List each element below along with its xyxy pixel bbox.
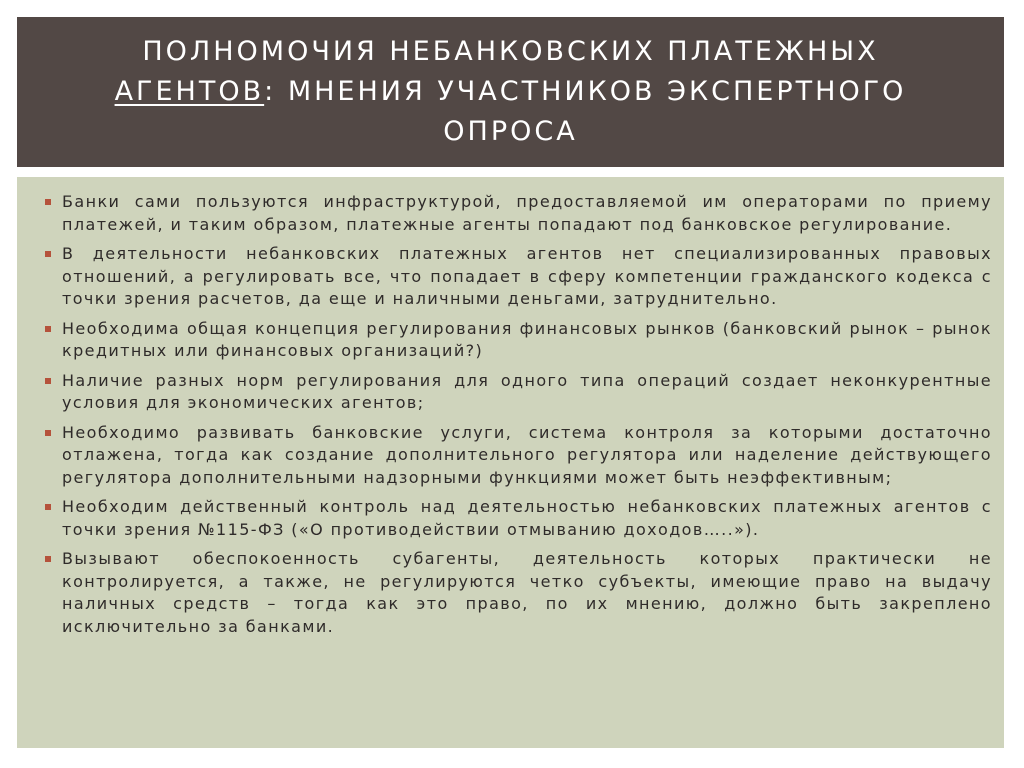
bullet-square-icon xyxy=(45,556,51,562)
bullet-square-icon xyxy=(45,199,51,205)
bullet-item xyxy=(45,243,992,311)
bullet-text: Банки сами пользуются инфраструктурой, предоставляемой им операторами по приему платежей, и таким образом, платежные агенты попадают под банковское регулирование. xyxy=(62,192,992,234)
bullet-square-icon xyxy=(45,251,51,257)
bullet-square-icon xyxy=(45,378,51,384)
bullet-list xyxy=(45,191,992,638)
bullet-item xyxy=(45,370,992,415)
bullet-item xyxy=(45,422,992,490)
bullet-item xyxy=(45,548,992,638)
bullet-text: В деятельности небанковских платежных агентов нет специализированных правовых отношений, а регулировать все, что попадает в сферу компетенции гражданского кодекса с точки зрения расчетов, да еще и наличными деньгами, затруднительно. xyxy=(62,244,992,308)
bullet-text: Вызывают обеспокоенность субагенты, деятельность которых практически не контролируется, а также, не регулируются четко субъекты, имеющие право на выдачу наличных средств – тогда как это право, по их мнению, должно быть закреплено исключительно за банками. xyxy=(62,549,992,636)
bullet-square-icon xyxy=(45,504,51,510)
bullet-item xyxy=(45,191,992,236)
bullet-item xyxy=(45,496,992,541)
bullet-text: Необходимо развивать банковские услуги, система контроля за которыми достаточно отлажена, тогда как создание дополнительного регулятора или наделение действующего регулятора дополнительными надзорными функциями может быть неэффективным; xyxy=(62,422,992,487)
bullet-text: Необходим действенный контроль над деятельностью небанковских платежных агентов с точки зрения №115-ФЗ («О противодействии отмыванию доходов…..»). xyxy=(62,497,992,539)
bullet-text: Наличие разных норм регулирования для одного типа операций создает неконкурентные условия для экономических агентов; xyxy=(62,370,992,412)
slide-title-bar xyxy=(17,17,1004,167)
bullet-square-icon xyxy=(45,430,51,436)
bullet-square-icon xyxy=(45,326,51,332)
slide-title-part1: ПОЛНОМОЧИЯ НЕБАНКОВСКИХ ПЛАТЕЖНЫХ xyxy=(142,36,879,67)
slide-title-part2: : МНЕНИЯ УЧАСТНИКОВ ЭКСПЕРТНОГО ОПРОСА xyxy=(264,76,907,147)
bullet-item xyxy=(45,318,992,363)
bullet-text: Необходима общая концепция регулирования финансовых рынков (банковский рынок – рынок кредитных или финансовых организаций?) xyxy=(62,318,992,360)
slide-title-underlined-word: АГЕНТОВ xyxy=(114,76,265,107)
slide-title xyxy=(73,32,948,152)
slide-content-box xyxy=(17,177,1004,748)
